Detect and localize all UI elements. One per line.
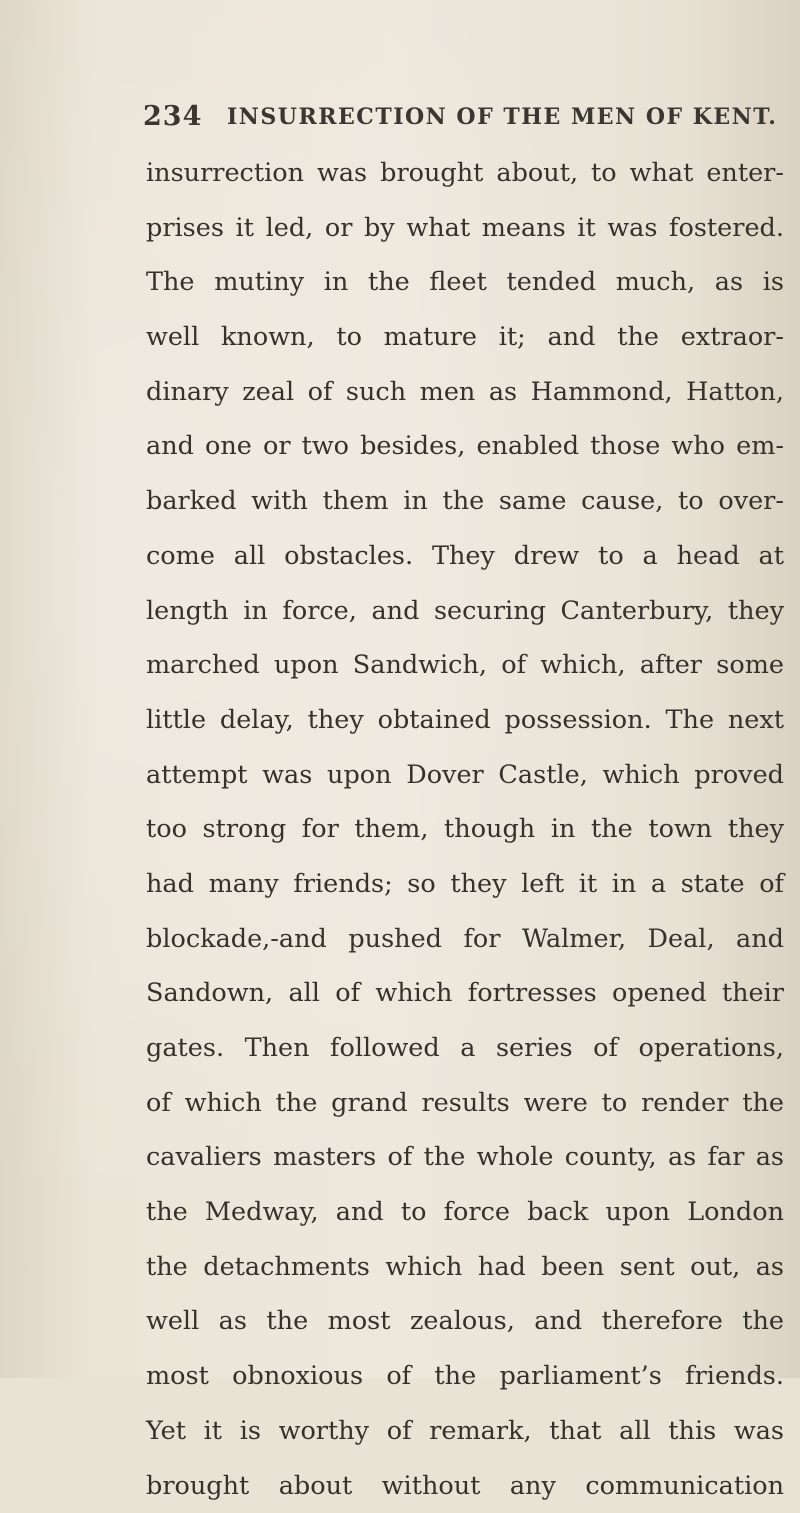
running-head: INSURRECTION OF THE MEN OF KENT.: [227, 104, 777, 130]
text-line: insurrection was brought about, to what enter-: [146, 146, 784, 201]
text-line: Yet it is worthy of remark, that all this was: [146, 1404, 784, 1459]
text-line: come all obstacles. They drew to a head at: [146, 529, 784, 584]
text-line: too strong for them, though in the town they: [146, 802, 784, 857]
text-line: attempt was upon Dover Castle, which proved: [146, 748, 784, 803]
text-line: The mutiny in the fleet tended much, as is: [146, 255, 784, 310]
text-line: length in force, and securing Canterbury, they: [146, 584, 784, 639]
text-line: blockade,-and pushed for Walmer, Deal, and: [146, 912, 784, 967]
page-header: [143, 101, 783, 137]
text-line: of which the grand results were to render the: [146, 1076, 784, 1131]
text-line: well known, to mature it; and the extraor-: [146, 310, 784, 365]
text-line: cavaliers masters of the whole county, as far as: [146, 1130, 784, 1185]
text-line: most obnoxious of the parliament’s friends.: [146, 1349, 784, 1404]
body-text: [146, 146, 796, 1513]
text-line: well as the most zealous, and therefore the: [146, 1294, 784, 1349]
text-line: the Medway, and to force back upon London: [146, 1185, 784, 1240]
text-line: dinary zeal of such men as Hammond, Hatton,: [146, 365, 784, 420]
text-line: the detachments which had been sent out, as: [146, 1240, 784, 1295]
text-line: marched upon Sandwich, of which, after some: [146, 638, 784, 693]
text-line: little delay, they obtained possession. The next: [146, 693, 784, 748]
page-number: 234: [143, 101, 202, 132]
text-line: Sandown, all of which fortresses opened their: [146, 966, 784, 1021]
text-line: brought about without any communication: [146, 1459, 784, 1513]
text-line: prises it led, or by what means it was fostered.: [146, 201, 784, 256]
text-line: had many friends; so they left it in a state of: [146, 857, 784, 912]
text-line: gates. Then followed a series of operations,: [146, 1021, 784, 1076]
text-line: and one or two besides, enabled those who em-: [146, 419, 784, 474]
text-line: barked with them in the same cause, to over-: [146, 474, 784, 529]
